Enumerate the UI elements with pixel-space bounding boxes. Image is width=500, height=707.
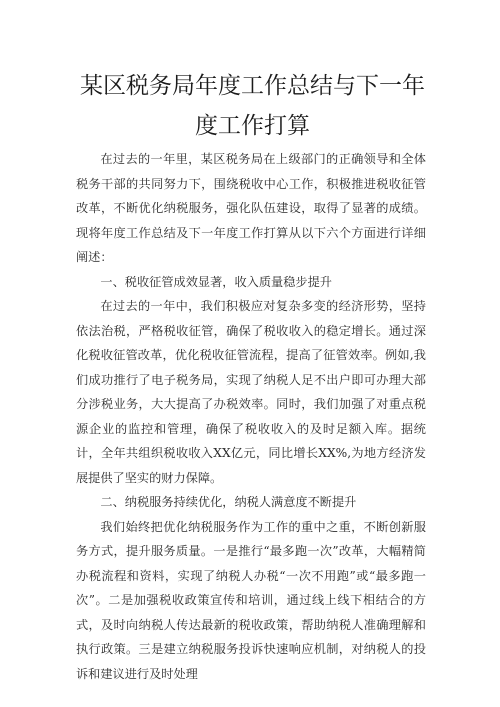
section-paragraph-1: 在过去的一年中，我们积极应对复杂多变的经济形势，坚持依法治税，严格税收征管，确保了税收收入的稳定增长。通过深化税收征管改革，优化税收征管流程，提高了征管效率。例如,我们成功推行了电子税务局，实现了纳税人足不出户即可办理大部分涉税业务，大大提高了办税效率。同时，我们加强了对重点税源企业的监控和管理，确保了税收收入的及时足额入库。据统计，全年共组织税收收入XX亿元，同比增长XX%,为地方经济发展提供了坚实的财力保障。 (76, 299, 426, 485)
section-paragraph-2: 我们始终把优化纳税服务作为工作的重中之重，不断创新服务方式，提升服务质量。一是推行“最多跑一次”改革，大幅精简办税流程和资料，实现了纳税人办税“一次不用跑”或“最多跑一次”。二是加强税收政策宣传和培训，通过线上线下相结合的方式，及时向纳税人传达最新的税收政策，帮助纳税人准确理解和执行政策。三是建立纳税服务投诉快速响应机制，对纳税人的投诉和建议进行及时处理 (76, 519, 426, 681)
document-title: 某区税务局年度工作总结与下一年度工作打算 (80, 73, 425, 139)
document-body (76, 147, 426, 686)
section-heading-1: 一、税收征管成效显著，收入质量稳步提升 (100, 274, 332, 289)
intro-paragraph: 在过去的一年里，某区税务局在上级部门的正确领导和全体税务干部的共同努力下，围绕税收中心工作，积极推进税收征管改革，不断优化纳税服务，强化队伍建设，取得了显著的成绩。现将年度工作总结及下一年度工作打算从以下六个方面进行详细阐述： (76, 152, 426, 264)
section-heading-2: 二、纳税服务持续优化，纳税人满意度不断提升 (100, 495, 357, 509)
